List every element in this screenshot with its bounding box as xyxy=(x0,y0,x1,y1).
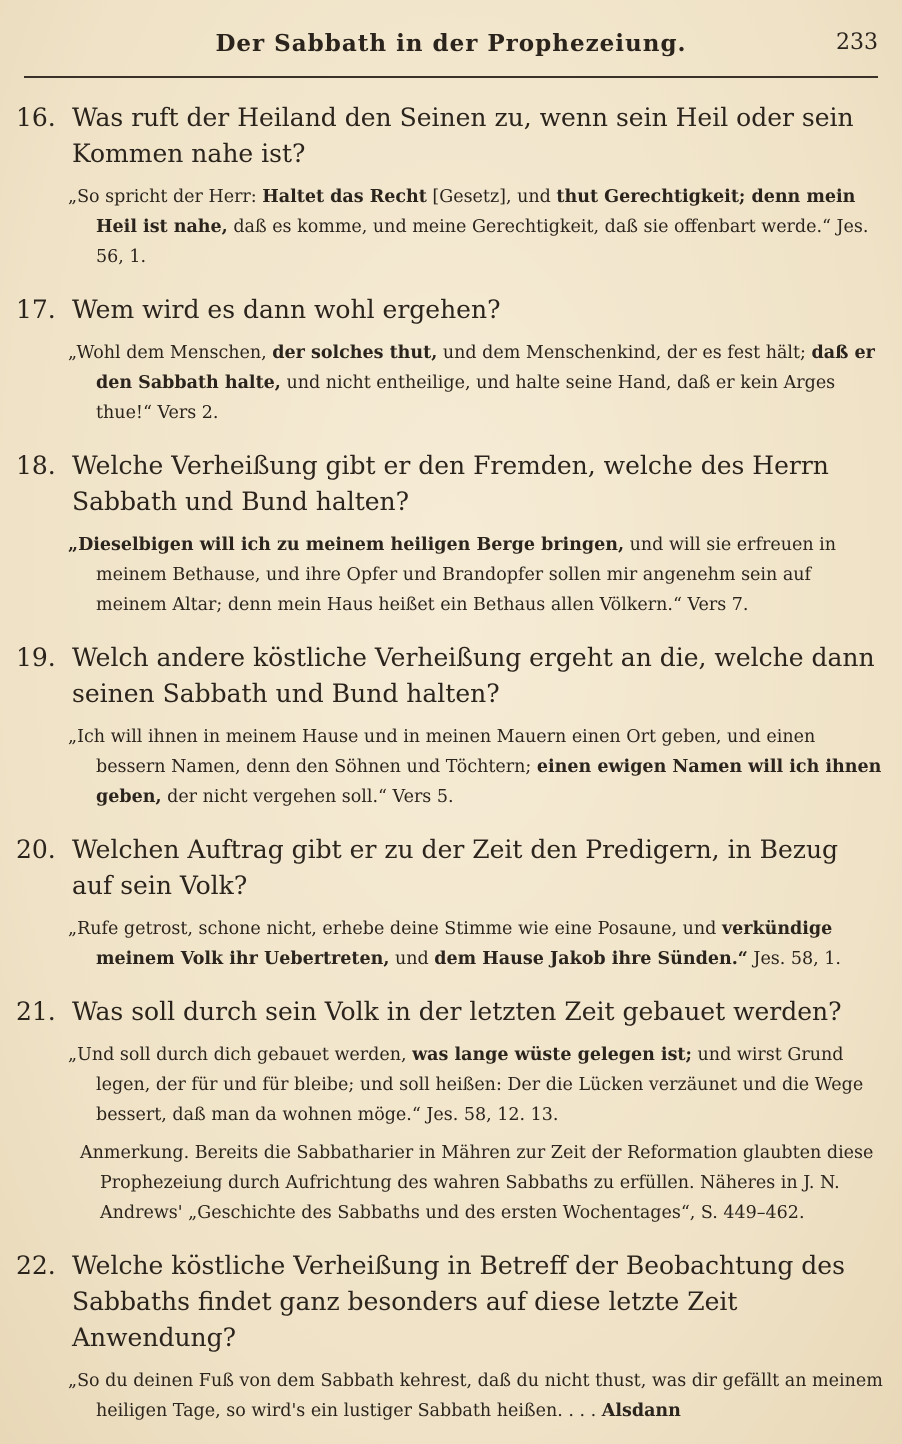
emphasized-text: Haltet das Recht xyxy=(262,187,427,207)
quote-text: „Rufe getrost, schone nicht, erhebe deine Stimme wie eine Posaune, und xyxy=(68,919,722,939)
question xyxy=(0,100,902,172)
emphasized-text: Alsdann xyxy=(601,1401,681,1421)
quote-text: und will sie erfreuen in meinem Bethause, und ihre Opfer und Brandopfer sollen mir angenehm sein auf meinem Altar; denn mein Haus heißet ein Bethaus allen Völkern.“ Vers 7. xyxy=(96,535,837,615)
quote-body xyxy=(66,722,884,812)
quote-body xyxy=(66,182,884,272)
quote-text: „So du deinen Fuß von dem Sabbath kehrest, daß du nicht thust, was dir gefällt an meinem heiligen Tage, so wird's ein lustiger Sabbath heißen. . . . xyxy=(68,1371,883,1421)
question-number: 20. xyxy=(16,835,56,864)
quote-text: „Wohl dem Menschen, xyxy=(68,343,273,363)
annotation-note: Anmerkung. Bereits die Sabbatharier in Mähren zur Zeit der Reformation glaubten diese Prophezeiung durch Aufrichtung des wahren Sabbaths zu erfüllen. Näheres in J. N. Andrews' „Geschichte des Sabbaths und des ersten Wochentages“, S. 449–462. xyxy=(80,1143,874,1223)
emphasized-text: was lange wüste gelegen ist; xyxy=(412,1045,692,1065)
question-number: 21. xyxy=(16,997,56,1026)
question-number: 22. xyxy=(16,1251,56,1280)
question-number: 18. xyxy=(16,451,56,480)
quote-text: [Gesetz], und xyxy=(426,187,557,207)
header-rule xyxy=(24,76,878,78)
question-number: 19. xyxy=(16,643,56,672)
quote-text: und dem Menschenkind, der es fest hält; xyxy=(437,343,812,363)
question xyxy=(0,640,902,712)
question-text: Wem wird es dann wohl ergehen? xyxy=(72,295,501,324)
quote-body xyxy=(66,1366,884,1426)
emphasized-text: einen ewigen Namen will ich ihnen geben, xyxy=(96,757,882,807)
emphasized-text: der solches thut, xyxy=(272,343,438,363)
running-header xyxy=(24,28,878,64)
quote-text: „So spricht der Herr: xyxy=(68,187,263,207)
quote-text: „Ich will ihnen in meinem Hause und in meinen Mauern einen Ort geben, und einen bessern Namen, denn den Söhnen und Töchtern; xyxy=(68,727,816,777)
quote-text: und wirst Grund legen, der für und für bleibe; und soll heißen: Der die Lücken verzäunet und die Wege bessert, daß man da wohnen möge.“ Jes. 58, 12. 13. xyxy=(96,1045,864,1125)
question-block xyxy=(0,292,902,442)
question-text: Welch andere köstliche Verheißung ergeht an die, welche dann seinen Sabbath und Bund halten? xyxy=(72,643,875,708)
question-number: 17. xyxy=(16,295,56,324)
question-text: Was ruft der Heiland den Seinen zu, wenn sein Heil oder sein Kommen nahe ist? xyxy=(72,103,854,168)
emphasized-text: daß er den Sabbath halte, xyxy=(96,343,875,393)
question-block xyxy=(0,100,902,286)
question-number: 16. xyxy=(16,103,56,132)
question-text: Was soll durch sein Volk in der letzten Zeit gebauet werden? xyxy=(72,997,842,1026)
emphasized-text: dem Hause Jakob ihre Sünden.“ xyxy=(434,949,748,969)
quote-text: und xyxy=(389,949,435,969)
emphasized-text: thut Gerechtigkeit; denn mein Heil ist nahe, xyxy=(96,187,856,237)
page-number: 233 xyxy=(836,30,878,55)
question xyxy=(0,1248,902,1356)
question-block xyxy=(0,640,902,826)
scripture-quote xyxy=(66,338,884,428)
quote-body xyxy=(66,338,884,428)
page-content xyxy=(0,100,902,1432)
quote-text: der nicht vergehen soll.“ Vers 5. xyxy=(161,787,454,807)
scripture-quote xyxy=(66,1040,884,1130)
quote-text: daß es komme, und meine Gerechtigkeit, daß sie offenbart werde.“ Jes. 56, 1. xyxy=(96,217,869,267)
question xyxy=(0,994,902,1030)
question-text: Welchen Auftrag gibt er zu der Zeit den Predigern, in Bezug auf sein Volk? xyxy=(72,835,839,900)
quote-text: „Und soll durch dich gebauet werden, xyxy=(68,1045,413,1065)
question-block xyxy=(0,994,902,1242)
quote-body xyxy=(66,914,884,974)
running-title: Der Sabbath in der Prophezeiung. xyxy=(215,30,687,57)
question xyxy=(0,292,902,328)
scripture-quote xyxy=(66,914,884,974)
emphasized-text: verkündige meinem Volk ihr Uebertreten, xyxy=(96,919,833,969)
quote-body xyxy=(66,530,884,620)
scripture-quote xyxy=(66,182,884,272)
quote-text: und nicht entheilige, und halte seine Hand, daß er kein Arges thue!“ Vers 2. xyxy=(96,373,836,423)
question-block xyxy=(0,1248,902,1426)
scripture-quote xyxy=(66,1366,884,1426)
quote-text: Jes. 58, 1. xyxy=(747,949,841,969)
question-block xyxy=(0,832,902,988)
scripture-quote xyxy=(66,530,884,620)
question-block xyxy=(0,448,902,634)
question xyxy=(0,832,902,904)
question xyxy=(0,448,902,520)
scripture-quote xyxy=(66,722,884,812)
question-text: Welche Verheißung gibt er den Fremden, welche des Herrn Sabbath und Bund halten? xyxy=(72,451,829,516)
emphasized-text: „Dieselbigen will ich zu meinem heiligen Berge bringen, xyxy=(68,535,625,555)
quote-body xyxy=(66,1040,884,1130)
question-text: Welche köstliche Verheißung in Betreff der Beobachtung des Sabbaths findet ganz besonders auf diese letzte Zeit Anwendung? xyxy=(72,1251,845,1352)
